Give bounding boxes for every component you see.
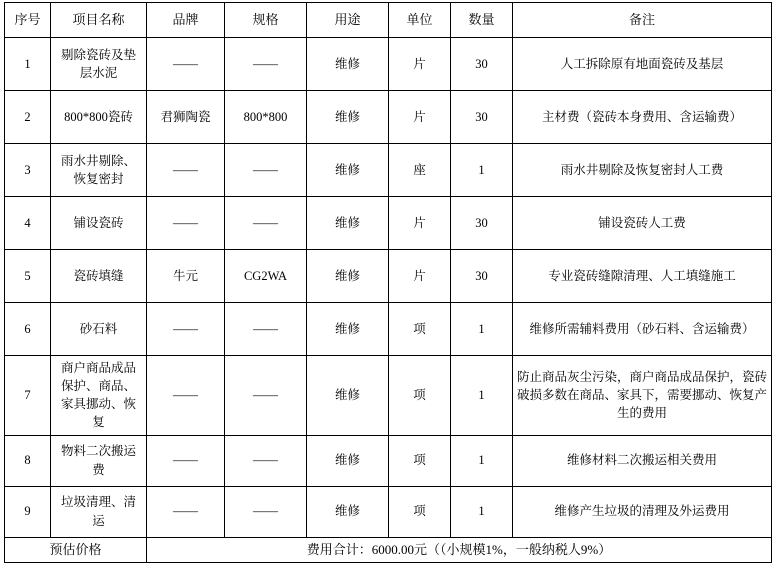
cell-qty: 1 xyxy=(451,144,513,197)
cell-note: 专业瓷砖缝隙清理、人工填缝施工 xyxy=(513,250,772,303)
table-row xyxy=(5,144,772,197)
cell-spec: —— xyxy=(225,144,307,197)
cell-name: 800*800瓷砖 xyxy=(51,91,147,144)
cell-note: 防止商品灰尘污染，商户商品成品保护，瓷砖破损多数在商品、家具下，需要挪动、恢复产生的费用 xyxy=(513,356,772,436)
header-cell-note: 备注 xyxy=(513,3,772,38)
table-header xyxy=(5,3,772,38)
cell-spec: 800*800 xyxy=(225,91,307,144)
cell-name: 商户商品成品保护、商品、家具挪动、恢复 xyxy=(51,356,147,436)
cell-unit: 片 xyxy=(389,250,451,303)
header-cell-unit: 单位 xyxy=(389,3,451,38)
table-row xyxy=(5,356,772,436)
cell-name: 铺设瓷砖 xyxy=(51,197,147,250)
cell-index: 5 xyxy=(5,250,51,303)
cell-brand: 牛元 xyxy=(147,250,225,303)
cell-spec: —— xyxy=(225,303,307,356)
cell-unit: 项 xyxy=(389,303,451,356)
cell-unit: 片 xyxy=(389,91,451,144)
header-cell-use: 用途 xyxy=(307,3,389,38)
cell-use: 维修 xyxy=(307,435,389,486)
cell-index: 2 xyxy=(5,91,51,144)
cell-brand: —— xyxy=(147,38,225,91)
cell-use: 维修 xyxy=(307,356,389,436)
cell-spec: —— xyxy=(225,356,307,436)
cell-qty: 30 xyxy=(451,197,513,250)
cell-index: 9 xyxy=(5,486,51,537)
cell-qty: 1 xyxy=(451,435,513,486)
cell-index: 4 xyxy=(5,197,51,250)
cell-index: 7 xyxy=(5,356,51,436)
cell-spec: CG2WA xyxy=(225,250,307,303)
cell-qty: 1 xyxy=(451,303,513,356)
cell-spec: —— xyxy=(225,38,307,91)
cell-use: 维修 xyxy=(307,197,389,250)
table-row xyxy=(5,486,772,537)
table-footer-row xyxy=(5,537,772,563)
footer-label: 预估价格 xyxy=(5,537,147,563)
cell-qty: 30 xyxy=(451,38,513,91)
cell-qty: 30 xyxy=(451,91,513,144)
cell-name: 垃圾清理、清运 xyxy=(51,486,147,537)
cell-brand: —— xyxy=(147,144,225,197)
cell-name: 剔除瓷砖及垫层水泥 xyxy=(51,38,147,91)
cell-qty: 1 xyxy=(451,486,513,537)
cell-name: 物料二次搬运费 xyxy=(51,435,147,486)
table-row xyxy=(5,303,772,356)
cell-name: 砂石料 xyxy=(51,303,147,356)
table-body xyxy=(5,38,772,563)
cell-spec: —— xyxy=(225,486,307,537)
cell-note: 维修材料二次搬运相关费用 xyxy=(513,435,772,486)
cell-unit: 项 xyxy=(389,435,451,486)
cell-use: 维修 xyxy=(307,91,389,144)
cell-brand: —— xyxy=(147,197,225,250)
footer-total: 费用合计：6000.00元（（小规模1%，一般纳税人9%） xyxy=(147,537,772,563)
cell-brand: —— xyxy=(147,303,225,356)
cell-note: 人工拆除原有地面瓷砖及基层 xyxy=(513,38,772,91)
cell-use: 维修 xyxy=(307,486,389,537)
cell-unit: 项 xyxy=(389,356,451,436)
cell-spec: —— xyxy=(225,435,307,486)
table-header-row xyxy=(5,3,772,38)
cell-use: 维修 xyxy=(307,303,389,356)
cell-brand: —— xyxy=(147,356,225,436)
cell-qty: 30 xyxy=(451,250,513,303)
header-cell-brand: 品牌 xyxy=(147,3,225,38)
header-cell-index: 序号 xyxy=(5,3,51,38)
cell-unit: 项 xyxy=(389,486,451,537)
cell-index: 3 xyxy=(5,144,51,197)
header-cell-qty: 数量 xyxy=(451,3,513,38)
cell-note: 维修所需辅料费用（砂石料、含运输费） xyxy=(513,303,772,356)
cell-brand: —— xyxy=(147,435,225,486)
cell-unit: 座 xyxy=(389,144,451,197)
cell-brand: 君狮陶瓷 xyxy=(147,91,225,144)
header-cell-spec: 规格 xyxy=(225,3,307,38)
cell-unit: 片 xyxy=(389,197,451,250)
cell-note: 维修产生垃圾的清理及外运费用 xyxy=(513,486,772,537)
cell-spec: —— xyxy=(225,197,307,250)
table-row xyxy=(5,38,772,91)
cell-name: 瓷砖填缝 xyxy=(51,250,147,303)
table-row xyxy=(5,91,772,144)
quotation-table xyxy=(4,2,772,563)
cell-use: 维修 xyxy=(307,144,389,197)
cell-unit: 片 xyxy=(389,38,451,91)
cell-index: 6 xyxy=(5,303,51,356)
cell-note: 主材费（瓷砖本身费用、含运输费） xyxy=(513,91,772,144)
cell-use: 维修 xyxy=(307,250,389,303)
cell-qty: 1 xyxy=(451,356,513,436)
cell-index: 8 xyxy=(5,435,51,486)
cell-note: 铺设瓷砖人工费 xyxy=(513,197,772,250)
cell-brand: —— xyxy=(147,486,225,537)
header-cell-name: 项目名称 xyxy=(51,3,147,38)
table-row xyxy=(5,250,772,303)
table-row xyxy=(5,197,772,250)
cell-name: 雨水井剔除、恢复密封 xyxy=(51,144,147,197)
table-row xyxy=(5,435,772,486)
cell-use: 维修 xyxy=(307,38,389,91)
cell-index: 1 xyxy=(5,38,51,91)
cell-note: 雨水井剔除及恢复密封人工费 xyxy=(513,144,772,197)
